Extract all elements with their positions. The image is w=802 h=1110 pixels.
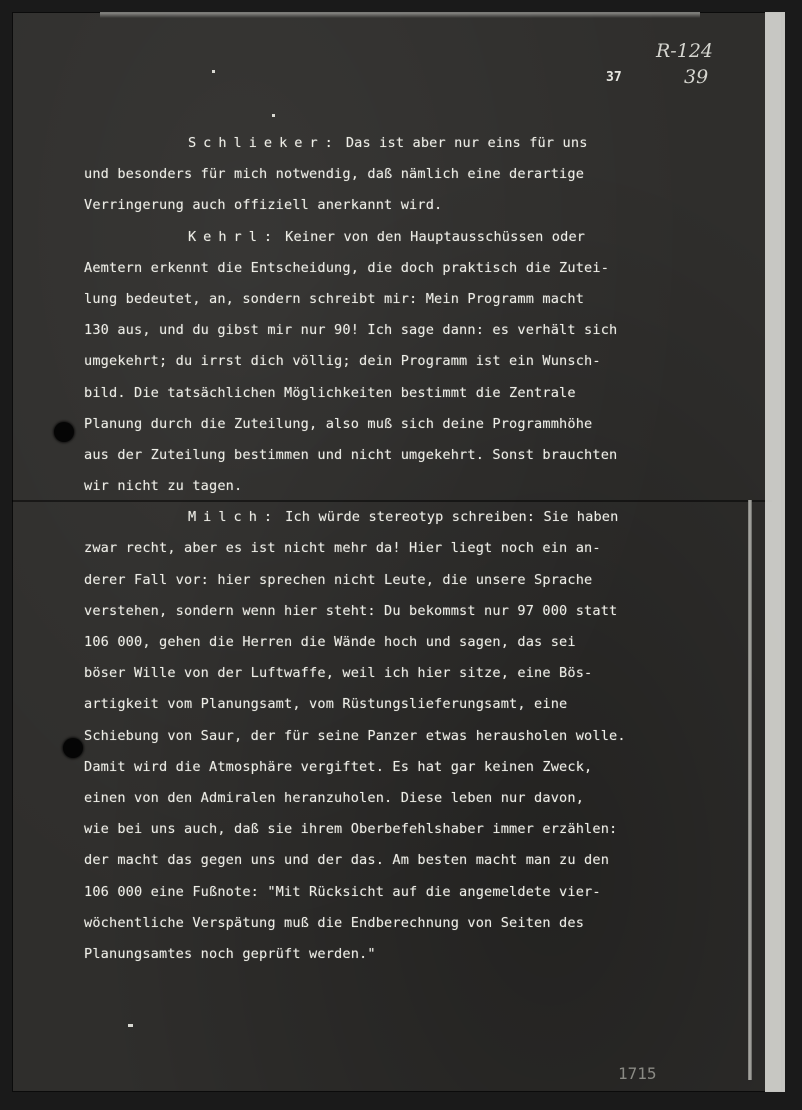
page-number: 37	[606, 70, 622, 85]
speck	[212, 70, 215, 73]
text-line: und besonders für mich notwendig, daß nämlich eine derartige	[84, 166, 585, 183]
transcript-body	[84, 128, 684, 970]
handwritten-folio: 39	[684, 66, 709, 88]
text-line: derer Fall vor: hier sprechen nicht Leute, die unsere Sprache	[84, 571, 593, 588]
speck	[128, 1024, 133, 1027]
text-line: Planung durch die Zuteilung, also muß sich deine Programmhöhe	[84, 415, 593, 432]
handwritten-reference: R-124	[656, 40, 713, 62]
speaker-name: Kehrl:	[188, 228, 280, 245]
text-line: umgekehrt; du irrst dich völlig; dein Programm ist ein Wunsch-	[84, 353, 601, 370]
text-line: 130 aus, und du gibst mir nur 90! Ich sage dann: es verhält sich	[84, 322, 618, 339]
text-line: wir nicht zu tagen.	[84, 478, 243, 495]
text-line: 106 000, gehen die Herren die Wände hoch und sagen, das sei	[84, 634, 576, 650]
text-line: verstehen, sondern wenn hier steht: Du bekommst nur 97 000 statt	[84, 602, 618, 619]
text-line: der macht das gegen uns und der das. Am besten macht man zu den	[84, 852, 610, 869]
text-line: bild. Die tatsächlichen Möglichkeiten bestimmt die Zentrale	[84, 384, 576, 401]
text-line: Verringerung auch offiziell anerkannt wird.	[84, 197, 443, 214]
punch-hole-icon	[63, 738, 83, 758]
speck	[272, 114, 275, 117]
text-line: einen von den Admiralen heranzuholen. Diese leben nur davon,	[84, 789, 585, 806]
text-line: Damit wird die Atmosphäre vergiftet. Es hat gar keinen Zweck,	[84, 758, 593, 775]
text-line: wöchentliche Verspätung muß die Endberechnung von Seiten des	[84, 914, 585, 931]
text-line: Planungsamtes noch geprüft werden."	[84, 945, 376, 962]
text-line: 106 000 eine Fußnote: "Mit Rücksicht auf die angemeldete vier-	[84, 883, 601, 900]
paper-edge-highlight	[748, 500, 752, 1080]
text-line: lung bedeutet, an, sondern schreibt mir: Mein Programm macht	[84, 290, 585, 307]
speaker-name: Milch:	[188, 509, 280, 526]
text-line: artigkeit vom Planungsamt, vom Rüstungslieferungsamt, eine	[84, 696, 568, 713]
text-line: Kehrl: Keiner von den Hauptausschüssen oder	[188, 228, 586, 245]
text-line: zwar recht, aber es ist nicht mehr da! Hier liegt noch ein an-	[84, 540, 601, 557]
paper-top-edge	[100, 12, 700, 18]
text-line: böser Wille von der Luftwaffe, weil ich hier sitze, eine Bös-	[84, 665, 593, 682]
speaker-name: Schlieker:	[188, 135, 340, 151]
paper-right-margin	[765, 12, 785, 1092]
punch-hole-icon	[54, 422, 74, 442]
text-line: Schiebung von Saur, der für seine Panzer etwas herausholen wolle.	[84, 727, 626, 744]
archive-stamp-number: 1715	[618, 1064, 657, 1083]
text-line: Schlieker: Das ist aber nur eins für uns	[188, 135, 588, 151]
text-line: Milch: Ich würde stereotyp schreiben: Sie haben	[188, 509, 619, 526]
text-line: wie bei uns auch, daß sie ihrem Oberbefehlshaber immer erzählen:	[84, 821, 618, 838]
text-line: aus der Zuteilung bestimmen und nicht umgekehrt. Sonst brauchten	[84, 446, 618, 463]
text-line: Aemtern erkennt die Entscheidung, die doch praktisch die Zutei-	[84, 259, 610, 276]
